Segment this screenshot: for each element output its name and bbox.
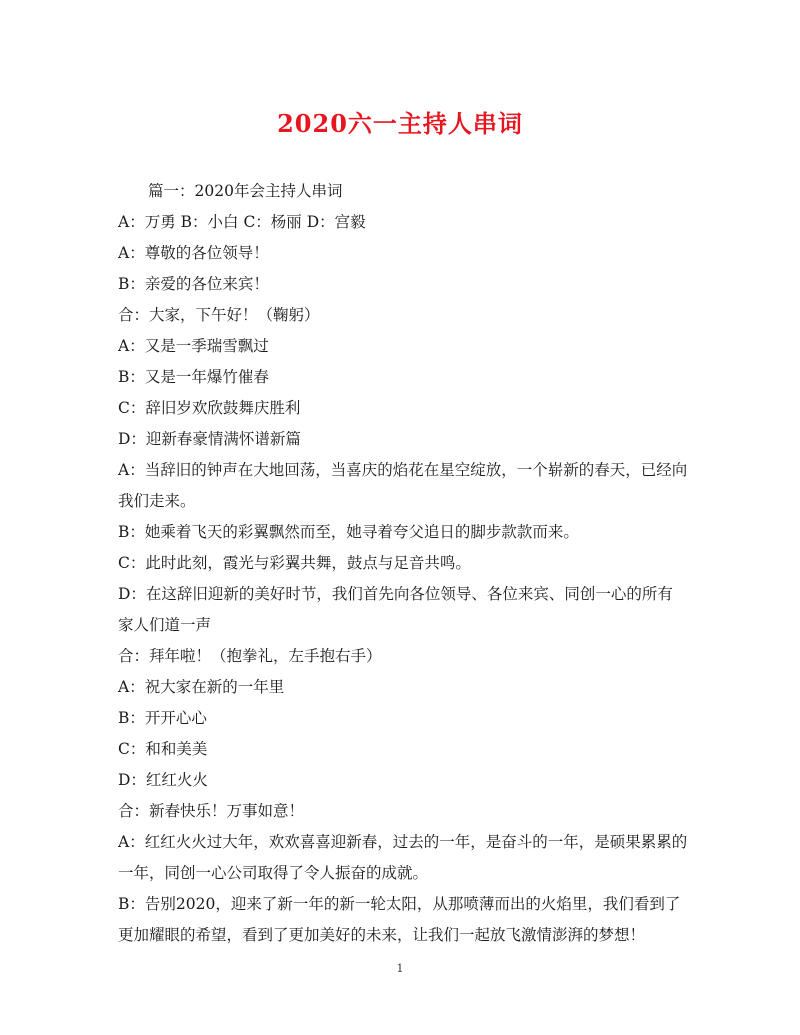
text-line: B：又是一年爆竹催春 [118,368,269,386]
text-line: A：又是一季瑞雪飘过 [118,337,269,355]
page-number: 1 [396,962,404,975]
text-line: D：迎新春豪情满怀谱新篇 [118,430,301,448]
text-line: A：尊敬的各位领导！ [118,244,269,262]
text-line: C：此时此刻，霞光与彩翼共舞，鼓点与足音共鸣。 [118,554,471,572]
text-line: D：红红火火 [118,771,208,789]
section-heading: 篇一：2020年会主持人串词 [148,182,343,200]
text-line: 合：大家，下午好！（鞠躬） [118,306,320,324]
text-line: 合：新春快乐！万事如意！ [118,802,305,820]
document-title: 2020六一主持人串词 [277,109,523,138]
text-line: A：当辞旧的钟声在大地回荡，当喜庆的焰花在星空绽放，一个崭新的春天，已经向我们走来。 [118,461,688,510]
text-line: A：红红火火过大年，欢欢喜喜迎新春，过去的一年，是奋斗的一年，是硕果累累的一年，同创一心公司取得了令人振奋的成就。 [118,833,688,882]
text-line: C：辞旧岁欢欣鼓舞庆胜利 [118,399,301,417]
text-line: B：她乘着飞天的彩翼飘然而至，她寻着夸父追日的脚步款款而来。 [118,523,579,541]
text-line: A：祝大家在新的一年里 [118,678,285,696]
text-line: B：开开心心 [118,709,207,727]
text-line: 合：拜年啦！（抱拳礼，左手抱右手） [118,647,382,665]
document-body [118,176,688,951]
text-line: C：和和美美 [118,740,208,758]
text-line: D：在这辞旧迎新的美好时节，我们首先向各位领导、各位来宾、同创一心的所有家人们道一声 [118,585,673,634]
text-line: B：亲爱的各位来宾！ [118,275,269,293]
text-line: B：告别2020，迎来了新一年的新一轮太阳，从那喷薄而出的火焰里，我们看到了更加耀眼的希望，看到了更加美好的未来，让我们一起放飞激情澎湃的梦想！ [118,895,681,944]
text-line: A：万勇 B：小白 C：杨丽 D：宫毅 [118,213,366,231]
